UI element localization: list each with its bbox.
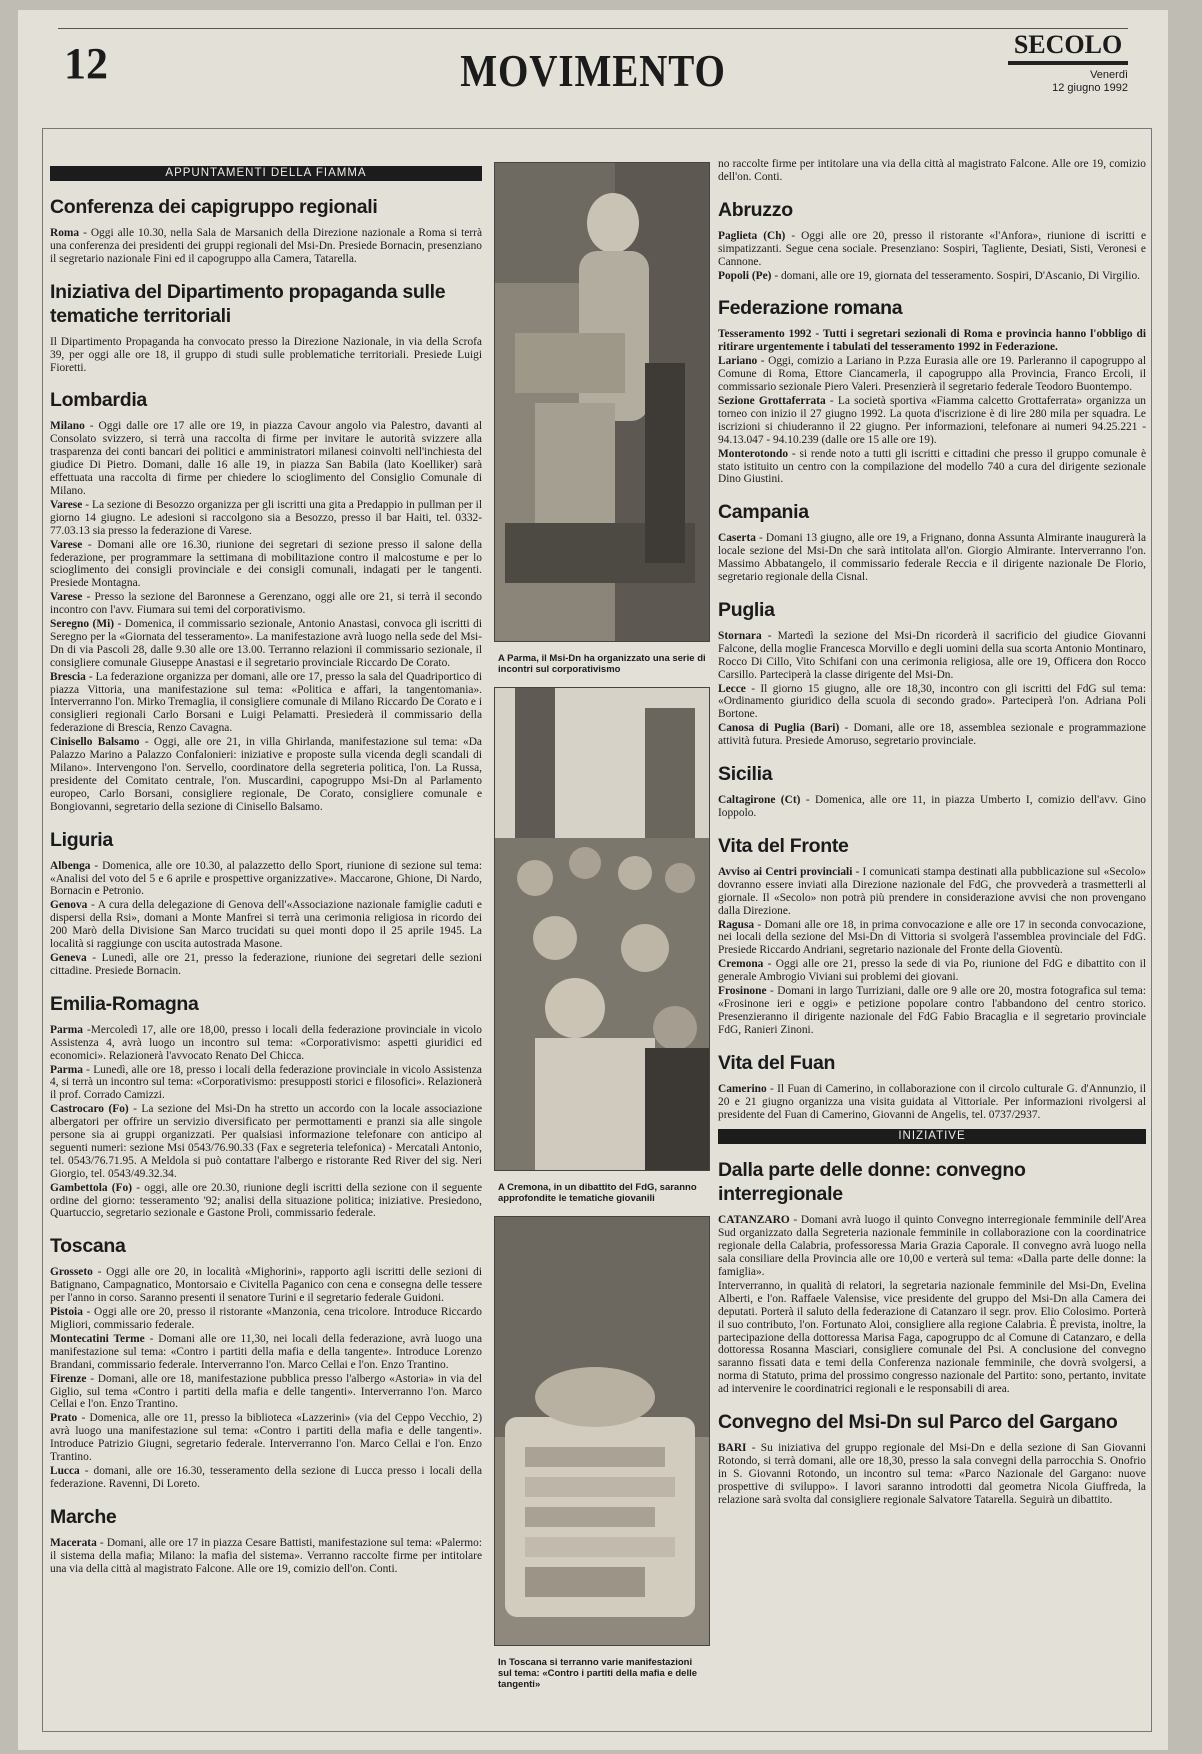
notice-lead: Varese (50, 591, 83, 604)
article-title: Iniziativa del Dipartimento propaganda sulle tematiche territoriali (50, 280, 446, 327)
notice-paragraph (50, 227, 482, 266)
notice-text: - La federazione organizza per domani, alle ore 17, presso la sala del Quadriportico di piazza Vittoria, una manifestazione sul tema: «Politica e affari, la tangentomania». Interverranno l'on. Mirko Tremaglia, il consigliere comunale di Milano Riccardo De Corato e i consiglieri regionali Carlo Borsani e Luigi Pelamatti. Presiederà il commissario della federazione di Brescia, Renzo Cavagna. (50, 670, 482, 735)
notice-paragraph (50, 1064, 482, 1103)
notice-text: - Domani, alle ore 18, assemblea sezionale e programmazione attività futura. Presiede Amoruso, segretario provinciale. (718, 722, 1146, 748)
notice-paragraph (50, 1103, 482, 1180)
notice-paragraph (718, 270, 1146, 283)
section-title: MOVIMENTO (460, 45, 726, 96)
photo-toscana (494, 1216, 710, 1646)
notice-text: - Domani in largo Turriziani, dalle ore 9 alle ore 20, mostra fotografica sul tema: «Frosinone ieri e oggi» e petizione popolare contro l'abbandono del centro storico. Presenzieranno il dirigente nazionale del FdG Fabio Bracaglia e il segretario provinciale FdG, Ranieri Zinoni. (718, 985, 1146, 1036)
notice-paragraph (718, 683, 1146, 722)
notice-paragraph (50, 1373, 482, 1412)
notice-lead: Monterotondo (718, 447, 789, 460)
notice-paragraph (718, 1214, 1146, 1279)
notice-text: - Oggi dalle ore 17 alle ore 19, in piazza Cavour angolo via Palestro, davanti al Consolato svizzero, si terrà una raccolta di firme per invitare le autorità svizzere alla trasparenza dei conti bancari dei politici e amministratori milanesi coinvolti nell'inchiesta del giudice Di Pietro. Domani, dalle 16 alle 19, in piazza San Babila (lato Koelliker) sarà effettuata una raccolta di firme per chiedere lo scioglimento del Consiglio Comunale di Milano. (50, 420, 482, 497)
notice-text: - Domenica, alle ore 10.30, al palazzetto dello Sport, riunione di sezione sul tema: «Analisi del voto del 5 e 6 aprile e prospettive organizzative». Maccarone, Ghione, Di Nardo, Bornacin e Petronio. (50, 859, 482, 898)
notice-text: - Domenica, alle ore 11, in piazza Umberto I, comizio dell'avv. Gino Ioppolo. (718, 794, 1146, 819)
notice-text: - Il Fuan di Camerino, in collaborazione con il circolo culturale G. d'Annunzio, il 20 e 21 giugno organizza una visita guidata al Vittoriale. Per informazioni rivolgersi al presidente del Fuan di Camerino, Giovanni de Angelis, tel. 0737/2937. (718, 1082, 1146, 1121)
notice-text: - A cura della delegazione di Genova dell'«Associazione nazionale famiglie caduti e dispersi della Rsi», domani a Monte Manfrei si terrà una cerimonia religiosa in ricordo dei 200 Marò della Divisione San Marco trucidati su quei monti dopo il 25 aprile 1945. La località si raggiunge con uscita autostrada Masone. (50, 899, 482, 951)
notice-paragraph (50, 860, 482, 899)
notice-paragraph (718, 919, 1146, 958)
photo-caption: A Parma, il Msi-Dn ha organizzato una serie di incontri sul corporativismo (498, 653, 706, 675)
article-title: Marche (50, 1505, 117, 1528)
notice-text: - oggi, alle ore 20.30, riunione degli iscritti della sezione con il seguente ordine del giorno: tesseramento '92; analisi della situazione politica; iniziative. Presiedono, Quartuccio, segretario sezionale e Gastone Proli, commissario federale. (50, 1181, 482, 1220)
notice-paragraph (50, 1266, 482, 1305)
notice-paragraph (718, 1442, 1146, 1507)
article (718, 834, 1146, 1037)
notice-lead: Cinisello Balsamo (50, 736, 140, 749)
notice-text: - Oggi, alle ore 21, in villa Ghirlanda, manifestazione sul tema: «Da Palazzo Marino a Palazzo Confalonieri: iniziative e proposte sulla vicenda degli scandali di Milano». Intervengono l'on. Servello, coordinatore della segreteria politica, l'on. La Russa, presidente del Comitato centrale, l'on. Muscardini, capogruppo Msi-Dn al Parlamento europeo, Carlo Borsani, consigliere regionale, De Corato, consigliere comunale e Bongiovanni, segretario della sezione di Cinisello Balsamo. (50, 736, 482, 813)
notice-paragraph (718, 630, 1146, 682)
notice-lead: Cremona (718, 958, 764, 971)
page-number: 12 (64, 39, 108, 88)
article-title: Abruzzo (718, 198, 793, 221)
notice-paragraph (50, 1333, 482, 1372)
column-right (718, 158, 1146, 1728)
notice-text: - La società sportiva «Fiamma calcetto Grottaferrata» organizza un torneo con inizio il 27 giugno 1992. La quota d'iscrizione è di lire 280 mila per squadra. Le iscrizioni si chiuderanno il 22 giugno. Per informazioni, telefonare ai numeri 94.25.221 - 94.13.047 - 94.10.239 (dalle ore 15 alle ore 19). (718, 394, 1146, 446)
notice-text: Interverranno, in qualità di relatori, la segretaria nazionale femminile del Msi-Dn, Evelina Alberti, e l'on. Raffaele Valensise, vice presidente del gruppo del Msi-Dn alla Camera dei deputati. Porterà il saluto della federazione di Catanzaro il segr. prov. Elio Colosimo. Porterà il suo contributo, l'on. Fortunato Aloi, consigliere alla regione Calabria. È prevista, inoltre, la partecipazione della dottoressa Marisa Faga, capogruppo dc al Comune di Catanzaro, e della dottoressa Rosanna Masciari, consigliere comunale del Psi. A conclusione del convegno saranno fissati data e temi della Conferenza nazionale femminile, che dovrà svolgersi, a norma di Statuto, prima del prossimo congresso nazionale del Partito: sono, pertanto, invitate ad intervenire le coordinatrici regionali e le responsabili di area. (718, 1279, 1146, 1396)
masthead-bar (1008, 61, 1128, 65)
notice-lead: Stornara (718, 629, 762, 642)
notice-text: - Su iniziativa del gruppo regionale del Msi-Dn e della sezione di San Giovanni Rotondo, si terrà domani, alle ore 18,30, presso la sala convegni della parrocchia S. Onofrio in S. Giovanni Rotondo, un incontro sul tema: «Parco Nazionale del Gargano: nuove prospettive di sviluppo». I lavori saranno introdotti dal geometra Nicola Giuffreda, la relazione sarà svolta dal consigliere regionale Salvatore Tatarella. Seguirà un dibattito. (718, 1442, 1146, 1506)
article (718, 1051, 1146, 1122)
column-left (50, 158, 482, 1728)
notice-text: - Lunedì, alle ore 18, presso i locali della federazione provinciale in vicolo Assistenza 4, si terrà un incontro sul tema: «Corporativismo: presupposti storici e filosofici». Relazionerà il prof. Corrado Camizzi. (50, 1063, 482, 1102)
notice-paragraph (50, 420, 482, 497)
notice-paragraph (50, 1024, 482, 1063)
notice-lead: Avviso ai Centri provinciali (718, 865, 853, 878)
notice-paragraph (50, 591, 482, 617)
article-title: Federazione romana (718, 297, 903, 320)
masthead-weekday: Venerdì (1090, 69, 1128, 81)
article (718, 598, 1146, 748)
notice-paragraph (718, 1280, 1146, 1396)
article-title: Toscana (50, 1235, 126, 1258)
section-banner: APPUNTAMENTI DELLA FIAMMA (50, 166, 482, 181)
notice-lead: Parma (50, 1063, 83, 1076)
article-title: Vita del Fuan (718, 1051, 836, 1074)
masthead-date: 12 giugno 1992 (1052, 82, 1128, 94)
notice-lead: Brescia (50, 670, 86, 683)
notice-lead: Lariano (718, 355, 758, 368)
notice-paragraph (718, 958, 1146, 984)
notice-lead: Tesseramento 1992 - Tutti i segretari sezionali di Roma e provincia hanno l'obbligo di ritirare urgentemente i tabulati del tesseramento 1992 in Federazione. (718, 328, 1146, 354)
notice-paragraph (718, 328, 1146, 354)
article-title: Lombardia (50, 389, 147, 412)
notice-lead: Grosseto (50, 1266, 93, 1279)
notice-lead: Montecatini Terme (50, 1332, 145, 1345)
article (718, 198, 1146, 283)
notice-lead: Geneva (50, 951, 87, 964)
photo-caption: In Toscana si terranno varie manifestazioni sul tema: «Contro i partiti della mafia e delle tangenti» (498, 1657, 698, 1690)
notice-paragraph (718, 355, 1146, 394)
notice-lead: Lecce (718, 682, 746, 695)
header-rule (58, 28, 1128, 29)
notice-paragraph (50, 952, 482, 978)
notice-lead: Varese (50, 498, 83, 511)
article-title: Sicilia (718, 763, 773, 786)
notice-paragraph (50, 539, 482, 591)
notice-text: -Mercoledì 17, alle ore 18,00, presso i locali della federazione provinciale in vicolo Assistenza 4, avrà luogo un incontro sul tema: «Corporativismo: aspetti giuridici ed economici». Relazionerà l'avvocato Renato Del Chicca. (50, 1023, 482, 1062)
photo-parma (494, 162, 710, 642)
notice-lead: Genova (50, 899, 88, 912)
notice-lead: Varese (50, 538, 83, 551)
notice-text: - Domani alle ore 18, in prima convocazione e alle ore 17 in seconda convocazione, nei locali della sezione del Msi-Dn di Vittoria si svolgerà l'assemblea provinciale del FdG. Presiede Riccardo Andriani, segretario nazionale del Fronte della Gioventù. (718, 918, 1146, 957)
notice-lead: Milano (50, 420, 85, 433)
article-title: Convegno del Msi-Dn sul Parco del Gargano (718, 1411, 1118, 1434)
article (50, 388, 482, 813)
notice-text: - domani, alle ore 19, giornata del tesseramento. Sospiri, D'Ascanio, Di Virgilio. (771, 269, 1141, 282)
notice-paragraph (718, 448, 1146, 487)
notice-paragraph (718, 532, 1146, 584)
notice-paragraph (50, 336, 482, 375)
notice-text: - Domani, alle ore 17 in piazza Cesare Battisti, manifestazione sul tema: «Palermo: il sistema della mafia; Milano: la mafia del sistema». Verranno raccolte firme per intitolare una via della città al magistrato Falcone. Alle ore 19, comizio dell'on. Conti. (50, 1536, 482, 1575)
notice-lead: Gambettola (Fo) (50, 1181, 133, 1194)
article-title: Campania (718, 501, 809, 524)
article-title: Puglia (718, 598, 775, 621)
column-photos (494, 158, 710, 1728)
notice-lead: Castrocaro (Fo) (50, 1103, 129, 1116)
notice-paragraph (718, 395, 1146, 447)
section-banner: INIZIATIVE (718, 1129, 1146, 1144)
notice-text: - Oggi alle ore 20, in località «Mighorini», rapporto agli iscritti delle sezioni di Batignano, Campagnatico, Montorsaio e Civitella Paganico con cena e consegna delle tessere per l'anno in corso. Saranno presenti il senatore Turini e il segretario federale Guidoni. (50, 1266, 482, 1305)
notice-lead: Camerino (718, 1082, 767, 1095)
article-title: Conferenza dei capigruppo regionali (50, 196, 378, 218)
article-title: Emilia-Romagna (50, 992, 199, 1015)
article (718, 296, 1146, 486)
notice-lead: CATANZARO (718, 1214, 790, 1227)
notice-lead: Caltagirone (Ct) (718, 794, 801, 807)
notice-paragraph (50, 499, 482, 538)
article (718, 500, 1146, 584)
article (50, 992, 482, 1221)
notice-lead: Paglieta (Ch) (718, 229, 786, 242)
notice-paragraph (50, 736, 482, 813)
notice-paragraph (50, 1537, 482, 1576)
article-title: Dalla parte delle donne: convegno interregionale (718, 1159, 1026, 1206)
masthead-logo: SECOLO (1013, 30, 1123, 59)
notice-paragraph (718, 794, 1146, 820)
article (50, 828, 482, 978)
notice-text: - Presso la sezione del Baronnese a Gerenzano, oggi alle ore 21, si terrà il secondo incontro con l'avv. Fiumara sui temi del corporativismo. (50, 591, 482, 617)
notice-text: - domani, alle ore 16.30, tesseramento della sezione di Lucca presso i locali della federazione. Ravenni, Di Loreto. (50, 1464, 482, 1490)
notice-lead: Seregno (Mi) (50, 618, 115, 631)
article (50, 1234, 482, 1490)
notice-text: - Domenica, alle ore 11, presso la biblioteca «Lazzerini» (via del Ceppo Vecchio, 2) avrà luogo una manifestazione sul tema: «Contro i partiti della mafia e delle tangenti». Introduce Patrizio Giugni, segretario federale. Interverranno l'on. Marco Cellai e l'on. Enzo Trantino. (50, 1412, 482, 1464)
notice-lead: Popoli (Pe) (718, 269, 772, 282)
article-title: Liguria (50, 828, 113, 851)
article (718, 1158, 1146, 1396)
notice-lead: Ragusa (718, 918, 755, 931)
notice-text: - Domani alle ore 16.30, riunione dei segretari di sezione presso il salone della federazione, per programmare la settimana di mobilitazione contro il malcostume e per lo scioglimento dei consigli provinciale e dei consigli comunali, indagati per le tangenti. Presiede Montagna. (50, 538, 482, 590)
notice-text: Il Dipartimento Propaganda ha convocato presso la Direzione Nazionale, in via della Scrofa 39, per oggi alle ore 18, il gruppo di studi sulle problematiche territoriali. Presiede Luigi Fioretti. (50, 335, 482, 374)
continued-text: no raccolte firme per intitolare una via della città al magistrato Falcone. Alle ore 19, comizio dell'on. Conti. (718, 158, 1146, 183)
notice-text: - Oggi, comizio a Lariano in P.zza Eurasia alle ore 19. Parleranno il capogruppo al Comune di Roma, Ettore Ciancamerla, il capogruppo alla Provincia, Franco Ercoli, il commissario sezionale Piero Valeri. Presenzierà il segretario federale Teodoro Buontempo. (718, 355, 1146, 394)
notice-paragraph (50, 1412, 482, 1464)
notice-lead: Parma (50, 1023, 83, 1036)
notice-paragraph (718, 1083, 1146, 1122)
notice-text: - Domenica, il commissario sezionale, Antonio Anastasi, convoca gli iscritti di Seregno per la «Giornata del tesseramento». La manifestazione avrà luogo nella sede del Msi-Dn di via Pascoli 28, dalle 9.30 alle ore 13.00. Terranno relazioni il commissario sezionale, il consigliere comunale Giuseppe Anastasi e il segretario provinciale Riccardo De Corato. (50, 618, 482, 669)
article (718, 1410, 1146, 1507)
notice-paragraph (50, 1465, 482, 1491)
notice-text: - Oggi alle ore 21, presso la sede di via Po, riunione del FdG e dibattito con il generale Ambrogio Viviani sui problemi dei giovani. (718, 958, 1146, 984)
article (718, 762, 1146, 820)
notice-text: - Oggi alle 10.30, nella Sala de Marsanich della Direzione nazionale a Roma si terrà una conferenza dei presidenti dei gruppi regionali del Msi-Dn. Presiede Bornacin, presenziano il segretario nazionale Fini ed il capogruppo alla Camera, Tatarella. (50, 227, 482, 265)
notice-lead: Albenga (50, 859, 91, 872)
notice-lead: Sezione Grottaferrata (718, 394, 826, 407)
notice-paragraph (718, 866, 1146, 918)
notice-text: - I comunicati stampa destinati alla pubblicazione sul «Secolo» dovranno essere inviati alla Direzione nazionale del FdG, che provvederà a trasmetterli al giornale. Il «Secolo» non potrà più prendere in considerazione avvisi che non provengano dalla Direzione. (718, 865, 1146, 917)
article (50, 195, 482, 266)
photo-cremona (494, 687, 710, 1171)
notice-paragraph (718, 722, 1146, 748)
notice-lead: Firenze (50, 1372, 87, 1385)
notice-text: - Martedì la sezione del Msi-Dn ricorderà il sacrificio del giudice Giovanni Falcone, della moglie Francesca Morvillo e degli uomini della sua scorta Antonio Montinaro, Rocco Di Cillo, Vito Schifani con una cerimonia religiosa, alle ore 19, Officera don Rocco Carsillo. Parteciperà la classe dirigente del Msi-Dn. (718, 629, 1146, 681)
notice-text: - Domani avrà luogo il quinto Convegno interregionale femminile dell'Area Sud organizzato dalla Segreteria nazionale femminile in collaborazione con la coordinatrice regionale della Calabria, professoressa Maria Grazia Caporale. Il convegno avrà luogo nella sala consiliare della Provincia alle ore 10,00 e verterà sul tema: «Dalla parte delle donne: la famiglia». (718, 1214, 1146, 1279)
notice-paragraph (50, 1182, 482, 1221)
notice-paragraph (50, 1306, 482, 1332)
notice-text: - Oggi alle ore 20, presso il ristorante «l'Anfora», riunione di iscritti e simpatizzanti. Segue cena sociale. Presenziano: Sospiri, Tagliente, Desiati, Sisti, Veronesi e Cannone. (718, 229, 1146, 268)
notice-text: - si rende noto a tutti gli iscritti e cittadini che presso il gruppo comunale è stato istituito un centro con la compilazione del modello 740 a cura del dirigente sezionale Dino Giustini. (718, 447, 1146, 486)
notice-lead: Pistoia (50, 1306, 83, 1319)
notice-lead: Lucca (50, 1464, 80, 1477)
notice-paragraph (50, 671, 482, 736)
notice-paragraph (50, 899, 482, 951)
notice-lead: Canosa di Puglia (Bari) (718, 722, 840, 735)
notice-text: - Domani, alle ore 18, manifestazione pubblica presso l'albergo «Astoria» in via del Giglio, sul tema «Contro i partiti della mafia e delle tangenti». Interverranno l'on. Marco Cellai e l'on. Enzo Trantino. (50, 1372, 482, 1411)
article (50, 280, 482, 375)
masthead (1008, 30, 1128, 95)
notice-lead: Caserta (718, 532, 756, 545)
notice-lead: Frosinone (718, 985, 767, 998)
notice-text: - Oggi alle ore 20, presso il ristorante «Manzonia, cena tricolore. Introduce Riccardo Migliori, commissario federale. (50, 1306, 482, 1331)
notice-paragraph (718, 985, 1146, 1037)
notice-lead: Prato (50, 1412, 78, 1425)
notice-text: - Il giorno 15 giugno, alle ore 18,30, incontro con gli iscritti del FdG sul tema: «Ordinamento giuridico della scuola di secondo grado». Parteciperà l'on. Adriana Poli Bortone. (718, 682, 1146, 721)
photo-caption: A Cremona, in un dibattito del FdG, saranno approfondite le tematiche giovanili (498, 1182, 697, 1204)
article-title: Vita del Fronte (718, 834, 849, 857)
notice-text: - La sezione di Besozzo organizza per gli iscritti una gita a Predappio in pullman per il giorno 14 giugno. Le adesioni si raccolgono sia a Besozzo, presso il bar Haiti, tel. 0332-77.03.13 sia presso la federazione di Varese. (50, 498, 482, 537)
notice-paragraph (718, 230, 1146, 269)
notice-text: - La sezione del Msi-Dn ha stretto un accordo con la locale associazione albergatori per offrire un servizio diversificato per permottamenti e pranzi sia alle singole persone sia ai gruppi organizzati. Per qualsiasi informazione telefonare con anticipo al seguenti numeri: sezione Msi 0543/76.90.33 (Fax e segreteria telefonica) - Mercatali Antonio, tel. 0543/76.71.95. A Meldola si può contattare l'albergo e ristorante Red River del sig. Neri Giorgio, tel. 0543/49.32.34. (50, 1103, 482, 1180)
notice-text: - Lunedì, alle ore 21, presso la federazione, riunione dei segretari delle sezioni cittadine. Presiede Bornacin. (50, 951, 482, 977)
notice-text: - Domani alle ore 11,30, nei locali della federazione, avrà luogo una manifestazione sul tema: «Contro i partiti della mafia e della tangente». Introduce Lorenzo Brandani, commissario federale. Interverranno l'on. Marco Cellai e l'on. Enzo Trantino. (50, 1332, 482, 1371)
notice-text: - Domani 13 giugno, alle ore 19, a Frignano, donna Assunta Almirante inaugurerà la locale sezione del Msi-Dn che sarà intitolata all'on. Giorgio Almirante. Interverranno l'on. Massimo Abbatangelo, il commissario federale Reccia e il dirigente nazionale De Florio, segretario regionale della Cisnal. (718, 532, 1146, 584)
notice-paragraph (50, 618, 482, 670)
notice-lead: Roma (50, 227, 80, 239)
notice-lead: BARI (718, 1442, 747, 1455)
notice-lead: Macerata (50, 1536, 97, 1549)
article (50, 1505, 482, 1576)
